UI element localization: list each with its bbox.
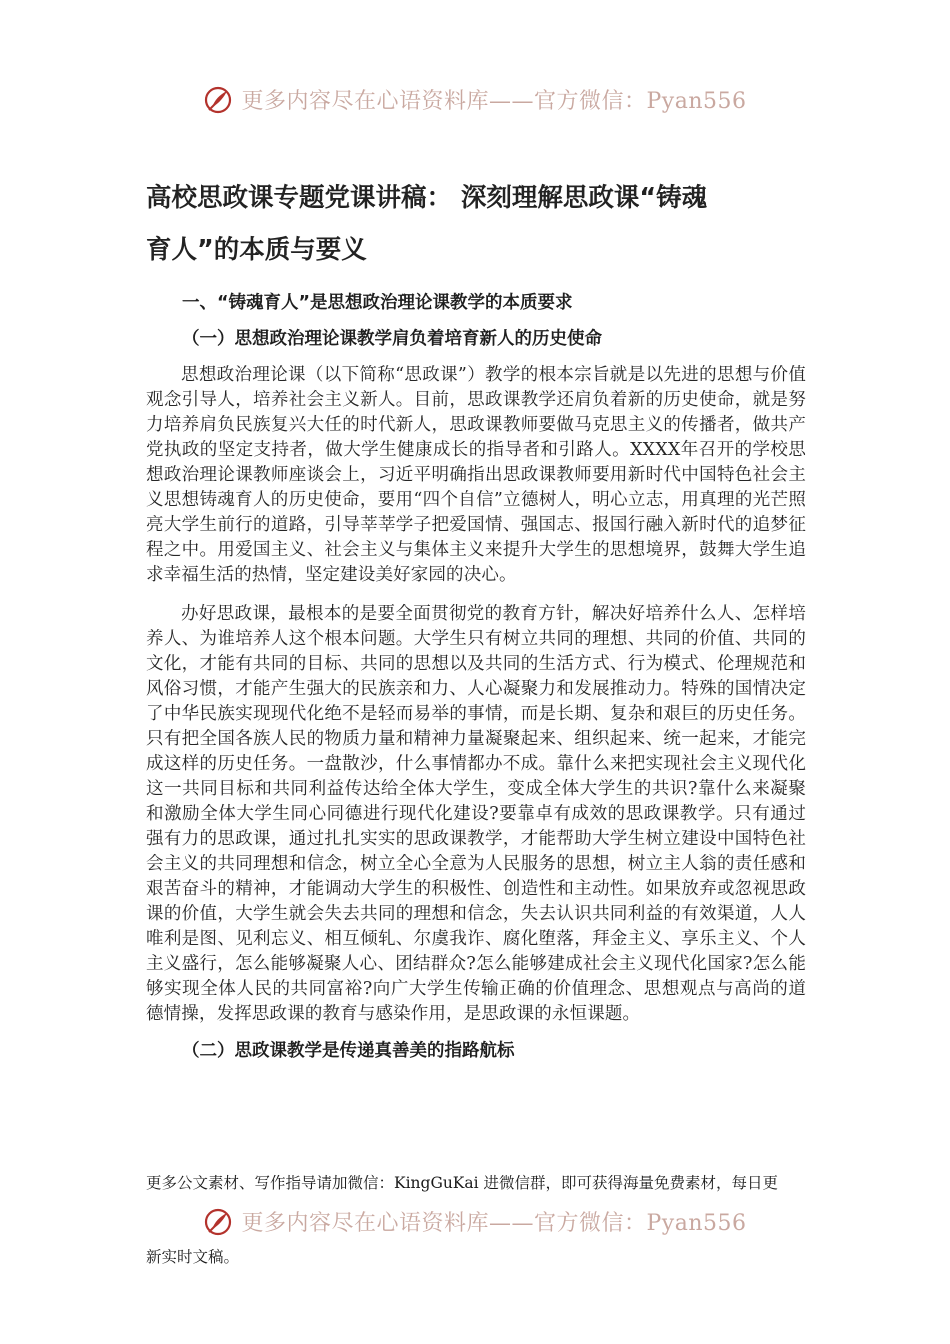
watermark-text: 更多内容尽在心语资料库——官方微信：Pyan556 [241,1211,747,1236]
section-heading-1: 一、“铸魂育人”是思想政治理论课教学的本质要求 [182,293,573,313]
title-line-1: 高校思政课专题党课讲稿： 深刻理解思政课“铸魂 [146,183,708,213]
document-title [146,172,806,276]
quill-emblem-icon [203,85,233,115]
paragraph-1: 思想政治理论课（以下简称“思政课”）教学的根本宗旨就是以先进的思想与价值观念引导人，培养社会主义新人。目前，思政课教学还肩负着新的历史使命，就是努力培养肩负民族复兴大任的时代新人，思政课教师要做马克思主义的传播者，做共产党执政的坚定支持者，做大学生健康成长的指导者和引路人。XXXX年召开的学校思想政治理论课教师座谈会上，习近平明确指出思政课教师要用新时代中国特色社会主义思想铸魂育人的历史使命，要用“四个自信”立德树人，明心立志，用真理的光芒照亮大学生前行的道路，引导莘莘学子把爱国情、强国志、报国行融入新时代的追梦征程之中。用爱国主义、社会主义与集体主义来提升大学生的思想境界，鼓舞大学生追求幸福生活的热情，坚定建设美好家园的决心。 [146,365,806,585]
subsection-heading-2: （二）思政课教学是传递真善美的指路航标 [182,1041,515,1061]
footer-line-2: 新实时文稿。 [146,1248,240,1266]
document-body [146,172,806,1063]
watermark-top [0,84,950,115]
title-line-2: 育人”的本质与要义 [146,235,367,265]
watermark-text: 更多内容尽在心语资料库——官方微信：Pyan556 [241,89,747,114]
watermark-bottom [0,1206,950,1237]
subsection-heading-1: （一）思想政治理论课教学肩负着培育新人的历史使命 [182,329,602,349]
footer-line-1: 更多公文素材、写作指导请加微信：KingGuKai 进微信群，即可获得海量免费素材，每日更 [146,1174,779,1192]
paragraph-2: 办好思政课，最根本的是要全面贯彻党的教育方针，解决好培养什么人、怎样培养人、为谁培养人这个根本问题。大学生只有树立共同的理想、共同的价值、共同的文化，才能有共同的目标、共同的思想以及共同的生活方式、行为模式、伦理规范和风俗习惯，才能产生强大的民族亲和力、人心凝聚力和发展推动力。特殊的国情决定了中华民族实现现代化绝不是轻而易举的事情，而是长期、复杂和艰巨的历史任务。只有把全国各族人民的物质力量和精神力量凝聚起来、组织起来、统一起来，才能完成这样的历史任务。一盘散沙，什么事情都办不成。靠什么来把实现社会主义现代化这一共同目标和共同利益传达给全体大学生，变成全体大学生的共识?靠什么来凝聚和激励全体大学生同心同德进行现代化建设?要靠卓有成效的思政课教学。只有通过强有力的思政课，通过扎扎实实的思政课教学，才能帮助大学生树立建设中国特色社会主义的共同理想和信念，树立全心全意为人民服务的思想，树立主人翁的责任感和艰苦奋斗的精神，才能调动大学生的积极性、创造性和主动性。如果放弃或忽视思政课的价值，大学生就会失去共同的理想和信念，失去认识共同利益的有效渠道，人人唯利是图、见利忘义、相互倾轧、尔虞我诈、腐化堕落，拜金主义、享乐主义、个人主义盛行，怎么能够凝聚人心、团结群众?怎么能够建成社会主义现代化国家?怎么能够实现全体人民的共同富裕?向广大学生传输正确的价值理念、思想观点与高尚的道德情操，发挥思政课的教育与感染作用，是思政课的永恒课题。 [146,604,806,1024]
quill-emblem-icon [203,1207,233,1237]
